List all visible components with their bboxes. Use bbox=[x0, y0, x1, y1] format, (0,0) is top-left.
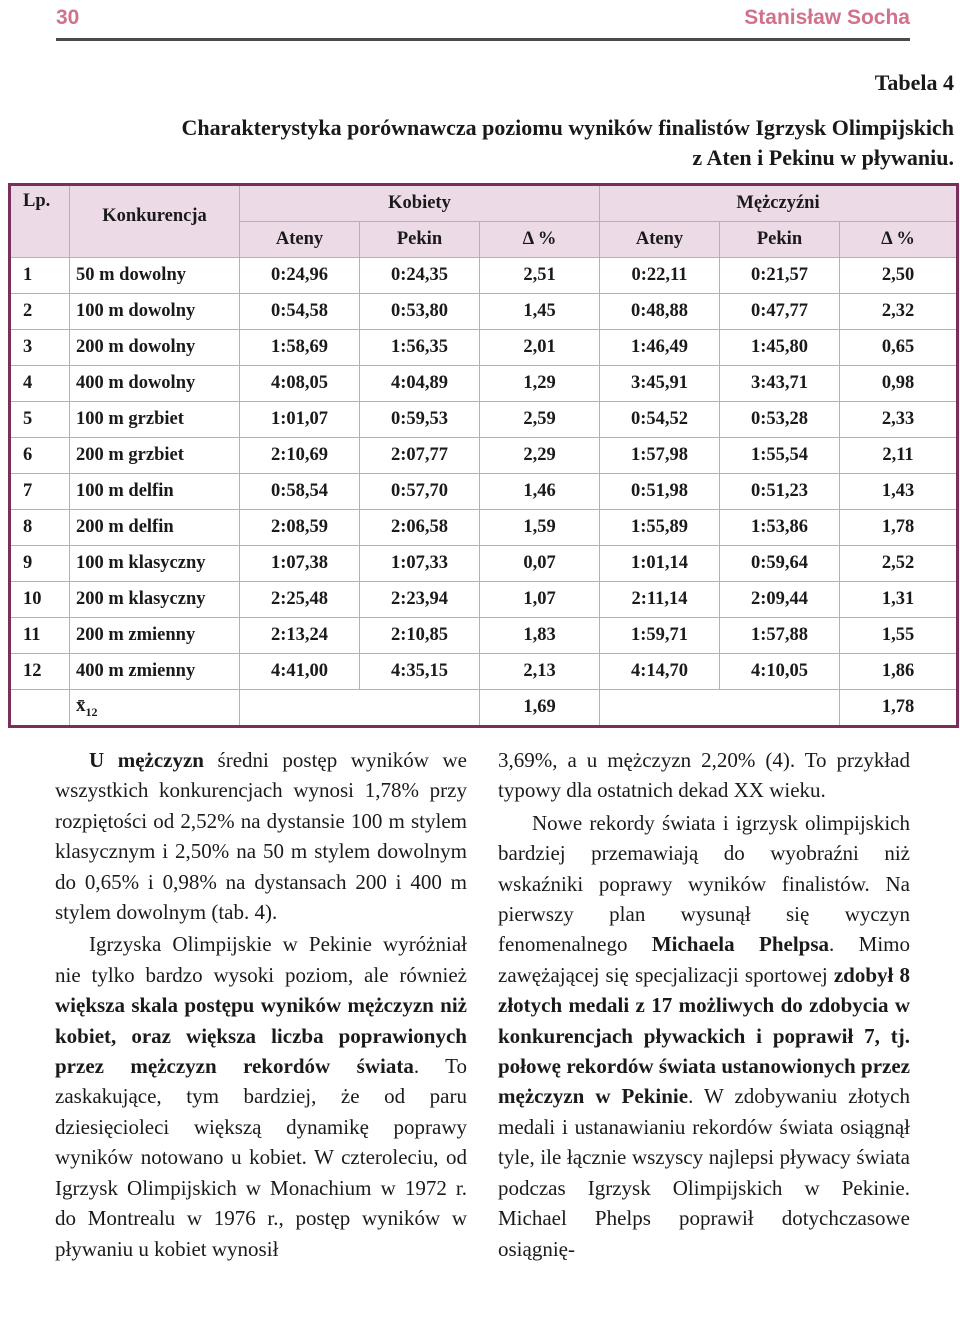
page-header bbox=[56, 4, 910, 34]
table-label: Tabela 4 bbox=[874, 70, 954, 95]
mean-subscript: 12 bbox=[85, 704, 98, 719]
cell-event: 100 m dowolny bbox=[70, 294, 240, 330]
cell-event: 400 m dowolny bbox=[70, 366, 240, 402]
cell-women-delta: 1,59 bbox=[480, 510, 600, 546]
cell-women-ateny: 0:24,96 bbox=[240, 258, 360, 294]
cell-men-pekin: 0:47,77 bbox=[720, 294, 840, 330]
cell-men-pekin: 2:09,44 bbox=[720, 582, 840, 618]
cell-women-delta: 1,07 bbox=[480, 582, 600, 618]
cell-men-delta: 1,31 bbox=[840, 582, 958, 618]
cell-men-pekin: 0:59,64 bbox=[720, 546, 840, 582]
cell-lp: 4 bbox=[10, 366, 70, 402]
cell-men-ateny: 0:22,11 bbox=[600, 258, 720, 294]
mean-label bbox=[70, 690, 240, 727]
cell-lp: 2 bbox=[10, 294, 70, 330]
table-row bbox=[10, 366, 958, 402]
cell-women-pekin: 0:24,35 bbox=[360, 258, 480, 294]
cell-women-delta: 2,01 bbox=[480, 330, 600, 366]
bold-phrase: U mężczyzn bbox=[89, 748, 204, 772]
cell-women-delta: 1,46 bbox=[480, 474, 600, 510]
cell-event: 200 m dowolny bbox=[70, 330, 240, 366]
cell-women-pekin: 2:06,58 bbox=[360, 510, 480, 546]
header-rule bbox=[56, 38, 910, 41]
header-event: Konkurencja bbox=[70, 185, 240, 258]
cell-women-ateny: 1:01,07 bbox=[240, 402, 360, 438]
cell-lp: 11 bbox=[10, 618, 70, 654]
cell-men-delta: 0,98 bbox=[840, 366, 958, 402]
cell-men-ateny: 1:57,98 bbox=[600, 438, 720, 474]
cell-men-ateny: 0:48,88 bbox=[600, 294, 720, 330]
cell-men-pekin: 0:51,23 bbox=[720, 474, 840, 510]
cell-women-pekin: 1:07,33 bbox=[360, 546, 480, 582]
table-row bbox=[10, 654, 958, 690]
table-row bbox=[10, 618, 958, 654]
cell-women-pekin: 0:57,70 bbox=[360, 474, 480, 510]
paragraph bbox=[498, 808, 910, 1264]
cell-women-pekin: 0:59,53 bbox=[360, 402, 480, 438]
cell-event: 200 m klasyczny bbox=[70, 582, 240, 618]
cell-men-delta: 1,55 bbox=[840, 618, 958, 654]
cell-event: 400 m zmienny bbox=[70, 654, 240, 690]
cell-lp: 1 bbox=[10, 258, 70, 294]
cell-women-ateny: 4:41,00 bbox=[240, 654, 360, 690]
cell-women-pekin: 0:53,80 bbox=[360, 294, 480, 330]
table-row bbox=[10, 294, 958, 330]
table-row bbox=[10, 510, 958, 546]
cell-women-delta: 2,59 bbox=[480, 402, 600, 438]
cell-event: 200 m grzbiet bbox=[70, 438, 240, 474]
cell-men-delta: 1,43 bbox=[840, 474, 958, 510]
header-lp: Lp. bbox=[10, 185, 70, 258]
cell-men-pekin: 3:43,71 bbox=[720, 366, 840, 402]
cell-women-ateny: 2:10,69 bbox=[240, 438, 360, 474]
paragraph: 3,69%, a u mężczyzn 2,20% (4). To przykład typowy dla ostatnich dekad XX wieku. bbox=[498, 748, 910, 803]
header-women: Kobiety bbox=[240, 185, 600, 222]
mean-blank-women bbox=[240, 690, 480, 727]
text-column-left bbox=[55, 745, 467, 1264]
cell-men-ateny: 3:45,91 bbox=[600, 366, 720, 402]
cell-men-delta: 2,52 bbox=[840, 546, 958, 582]
cell-women-ateny: 4:08,05 bbox=[240, 366, 360, 402]
bold-phrase: zdobył 8 złotych medali z 17 możliwych do zdobycia w konkurencjach pływackich i poprawił 7, tj. połowę rekordów świata ustanowionych przez mężczyzn w Pekinie bbox=[498, 962, 911, 1109]
paragraph bbox=[55, 745, 467, 927]
mean-symbol-x: x̄ bbox=[76, 695, 86, 717]
subheader-women-pekin: Pekin bbox=[360, 222, 480, 258]
text-run: Igrzyska Olimpijskie w Pekinie wyróżniał nie tylko bardzo wysoki poziom, ale również bbox=[55, 932, 467, 987]
caption-line-2: z Aten i Pekinu w pływaniu. bbox=[692, 145, 954, 170]
text-run: . Mimo zawężającej się specjalizacji sportowej bbox=[498, 932, 910, 987]
subheader-women-delta: Δ % bbox=[480, 222, 600, 258]
page-number: 30 bbox=[56, 6, 80, 29]
cell-men-delta: 2,33 bbox=[840, 402, 958, 438]
cell-women-delta: 0,07 bbox=[480, 546, 600, 582]
subheader-men-delta: Δ % bbox=[840, 222, 958, 258]
table-row bbox=[10, 582, 958, 618]
cell-women-delta: 2,13 bbox=[480, 654, 600, 690]
cell-men-ateny: 4:14,70 bbox=[600, 654, 720, 690]
cell-women-ateny: 1:58,69 bbox=[240, 330, 360, 366]
cell-women-ateny: 1:07,38 bbox=[240, 546, 360, 582]
cell-women-pekin: 4:04,89 bbox=[360, 366, 480, 402]
cell-women-delta: 1,29 bbox=[480, 366, 600, 402]
text-run: . To zaskakujące, tym bardziej, że od paru dziesięcioleci większą dynamikę poprawy wyników notowano u kobiet. W czteroleciu, od Igrzysk Olimpijskich w Monachium w 1972 r. do Montrealu w 1976 r., postęp wyników w pływaniu u kobiet wynosił bbox=[55, 1054, 467, 1261]
cell-women-ateny: 2:08,59 bbox=[240, 510, 360, 546]
cell-men-ateny: 0:51,98 bbox=[600, 474, 720, 510]
cell-event: 100 m klasyczny bbox=[70, 546, 240, 582]
caption-line-1: Charakterystyka porównawcza poziomu wyników finalistów Igrzysk Olimpijskich bbox=[181, 115, 954, 140]
cell-women-pekin: 2:23,94 bbox=[360, 582, 480, 618]
cell-men-delta: 1,86 bbox=[840, 654, 958, 690]
cell-event: 50 m dowolny bbox=[70, 258, 240, 294]
cell-women-ateny: 2:25,48 bbox=[240, 582, 360, 618]
mean-empty-cell bbox=[10, 690, 70, 727]
cell-men-pekin: 1:55,54 bbox=[720, 438, 840, 474]
subheader-women-ateny: Ateny bbox=[240, 222, 360, 258]
running-head-author: Stanisław Socha bbox=[744, 6, 910, 29]
cell-women-pekin: 4:35,15 bbox=[360, 654, 480, 690]
cell-men-pekin: 4:10,05 bbox=[720, 654, 840, 690]
cell-women-pekin: 1:56,35 bbox=[360, 330, 480, 366]
cell-lp: 7 bbox=[10, 474, 70, 510]
results-table bbox=[8, 183, 959, 728]
table-row bbox=[10, 330, 958, 366]
cell-women-ateny: 0:54,58 bbox=[240, 294, 360, 330]
cell-women-delta: 2,51 bbox=[480, 258, 600, 294]
cell-event: 200 m zmienny bbox=[70, 618, 240, 654]
cell-event: 200 m delfin bbox=[70, 510, 240, 546]
cell-men-pekin: 1:57,88 bbox=[720, 618, 840, 654]
cell-women-pekin: 2:07,77 bbox=[360, 438, 480, 474]
paragraph bbox=[55, 929, 467, 1263]
cell-women-delta: 2,29 bbox=[480, 438, 600, 474]
mean-row bbox=[10, 690, 958, 727]
subheader-men-pekin: Pekin bbox=[720, 222, 840, 258]
cell-event: 100 m delfin bbox=[70, 474, 240, 510]
cell-event: 100 m grzbiet bbox=[70, 402, 240, 438]
mean-symbol bbox=[76, 695, 98, 719]
cell-men-ateny: 2:11,14 bbox=[600, 582, 720, 618]
cell-lp: 12 bbox=[10, 654, 70, 690]
cell-men-ateny: 1:01,14 bbox=[600, 546, 720, 582]
cell-lp: 9 bbox=[10, 546, 70, 582]
cell-women-delta: 1,83 bbox=[480, 618, 600, 654]
table-row bbox=[10, 258, 958, 294]
cell-lp: 8 bbox=[10, 510, 70, 546]
text-run: . W zdobywaniu złotych medali i ustanawianiu rekordów świata osiągnął tyle, ile łącznie wszyscy najlepsi pływacy świata podczas Igrzysk Olimpijskich w Pekinie. Michael Phelps poprawił dotychczasowe osiągnię- bbox=[498, 1084, 910, 1261]
cell-lp: 6 bbox=[10, 438, 70, 474]
cell-men-delta: 0,65 bbox=[840, 330, 958, 366]
cell-lp: 10 bbox=[10, 582, 70, 618]
cell-women-pekin: 2:10,85 bbox=[360, 618, 480, 654]
cell-lp: 5 bbox=[10, 402, 70, 438]
cell-men-pekin: 1:45,80 bbox=[720, 330, 840, 366]
cell-men-pekin: 0:21,57 bbox=[720, 258, 840, 294]
cell-men-pekin: 0:53,28 bbox=[720, 402, 840, 438]
bold-phrase: większa skala postępu wyników mężczyzn niż kobiet, oraz większa liczba poprawionych przez mężczyzn rekordów świata bbox=[55, 993, 467, 1079]
cell-men-ateny: 1:59,71 bbox=[600, 618, 720, 654]
mean-blank-men bbox=[600, 690, 840, 727]
cell-men-delta: 2,32 bbox=[840, 294, 958, 330]
table-row bbox=[10, 402, 958, 438]
text-run: Nowe rekordy świata i igrzysk olimpijskich bardziej przemawiają do wyobraźni niż wskaźniki poprawy wyników finalistów. Na pierwszy plan wysunął się wyczyn fenomenalnego bbox=[498, 810, 910, 957]
table-row bbox=[10, 474, 958, 510]
cell-women-delta: 1,45 bbox=[480, 294, 600, 330]
cell-men-ateny: 0:54,52 bbox=[600, 402, 720, 438]
mean-women-delta: 1,69 bbox=[480, 690, 600, 727]
cell-men-ateny: 1:46,49 bbox=[600, 330, 720, 366]
cell-men-delta: 2,50 bbox=[840, 258, 958, 294]
cell-men-ateny: 1:55,89 bbox=[600, 510, 720, 546]
text-run: średni postęp wyników we wszystkich konkurencjach wynosi 1,78% przy rozpiętości od 2,52% na dystansie 100 m stylem klasycznym i 2,50% na 50 m stylem dowolnym do 0,65% i 0,98% na dystansach 200 i 400 m stylem dowolnym (tab. 4). bbox=[55, 748, 467, 925]
header-men: Mężczyźni bbox=[600, 185, 958, 222]
cell-men-delta: 2,11 bbox=[840, 438, 958, 474]
cell-women-ateny: 0:58,54 bbox=[240, 474, 360, 510]
table-caption bbox=[54, 113, 954, 173]
cell-men-pekin: 1:53,86 bbox=[720, 510, 840, 546]
cell-lp: 3 bbox=[10, 330, 70, 366]
table-row bbox=[10, 438, 958, 474]
bold-phrase: Michaela Phelpsa bbox=[651, 932, 830, 957]
table-row bbox=[10, 546, 958, 582]
text-column-right bbox=[498, 745, 910, 1264]
subheader-men-ateny: Ateny bbox=[600, 222, 720, 258]
mean-men-delta: 1,78 bbox=[840, 690, 958, 727]
cell-men-delta: 1,78 bbox=[840, 510, 958, 546]
cell-women-ateny: 2:13,24 bbox=[240, 618, 360, 654]
